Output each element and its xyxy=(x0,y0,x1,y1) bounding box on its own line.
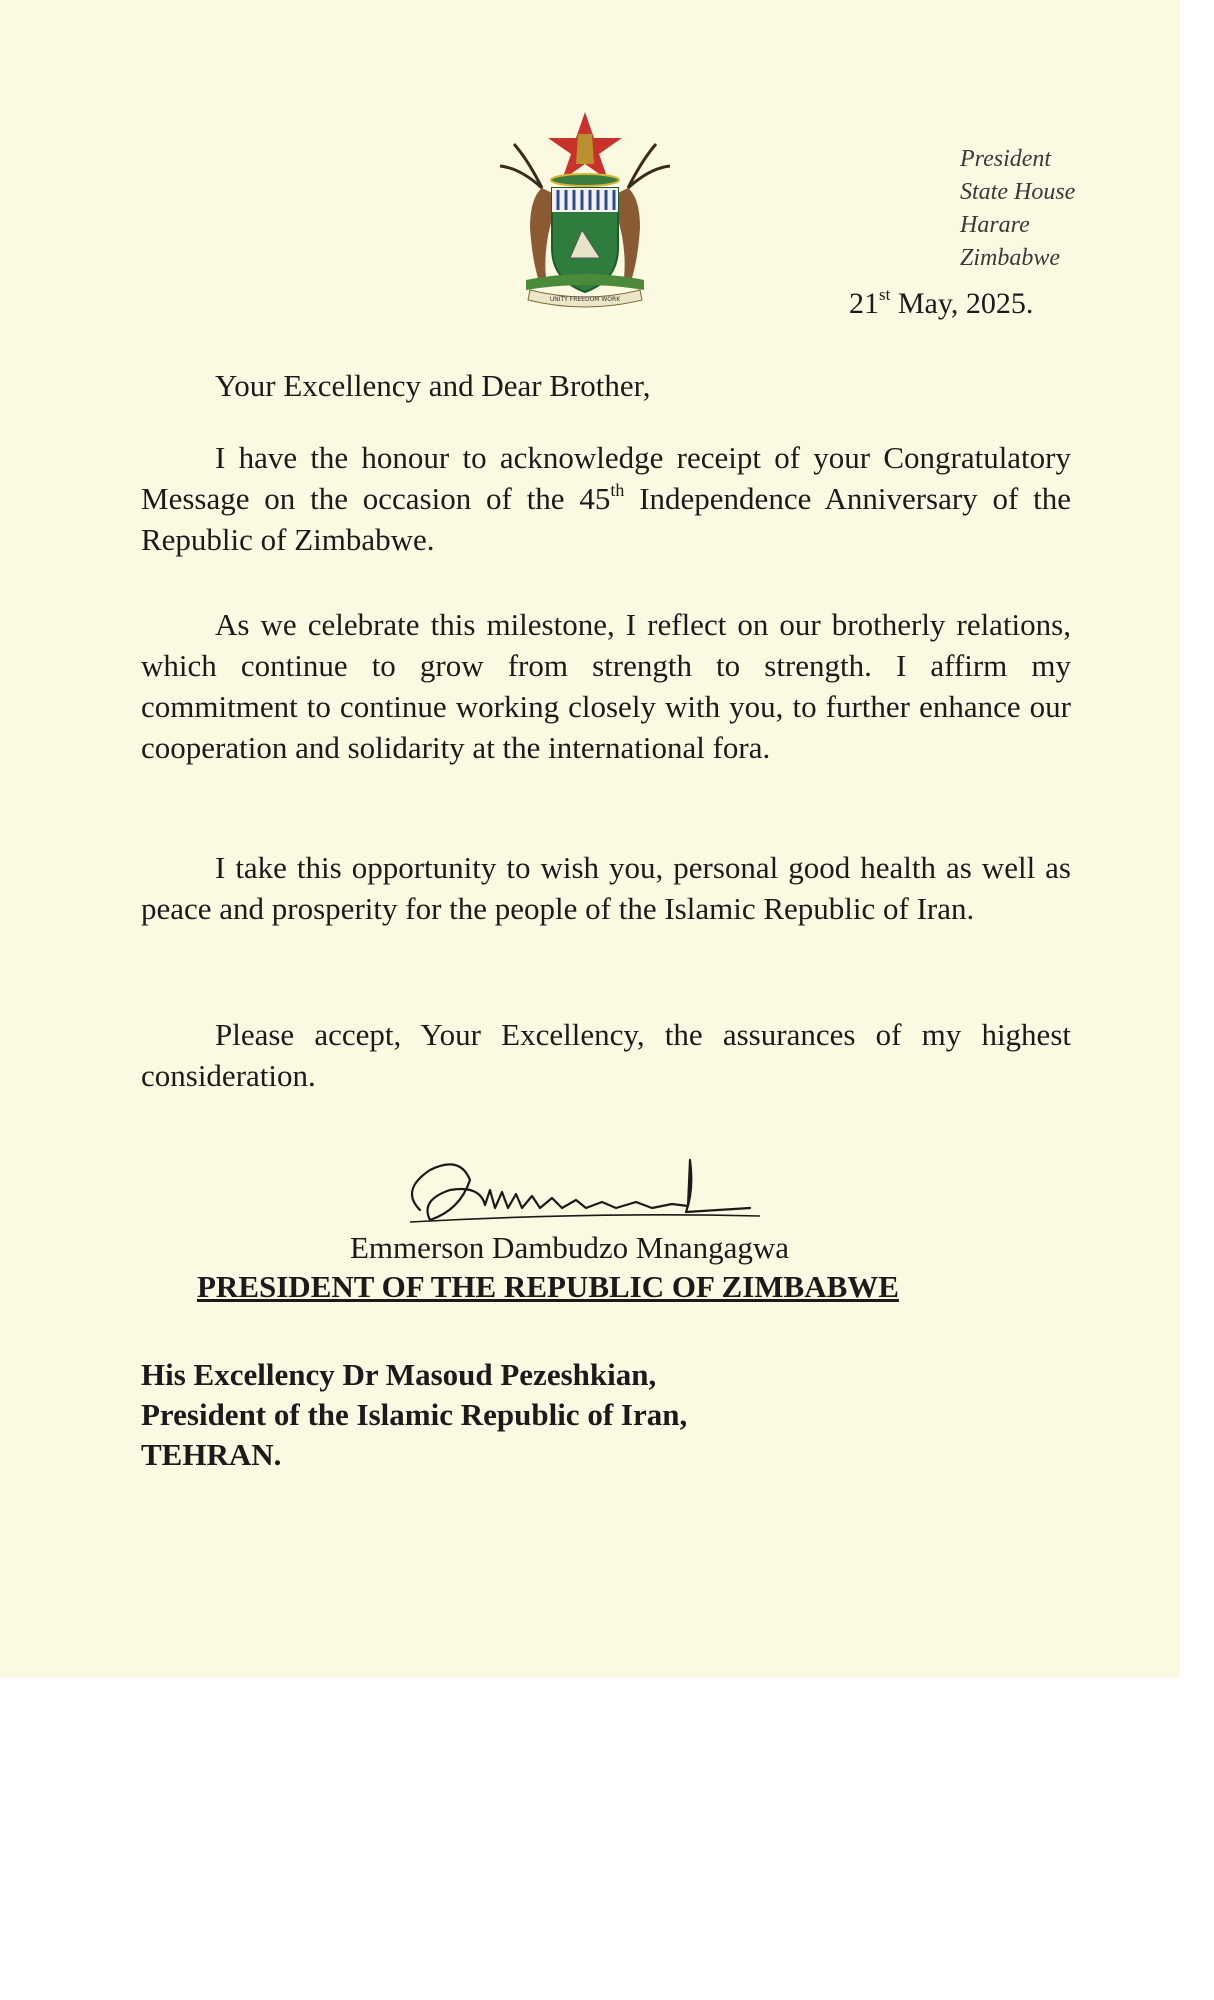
recipient-line: TEHRAN. xyxy=(141,1437,282,1472)
signer-name: Emmerson Dambudzo Mnangagwa xyxy=(350,1230,790,1265)
address-line: Zimbabwe xyxy=(960,245,1061,271)
zimbabwe-coat-of-arms xyxy=(470,108,700,308)
recipient-address xyxy=(141,1355,687,1475)
sender-address xyxy=(960,143,1075,275)
address-line: President xyxy=(960,146,1052,172)
letter-date: 21st May, 2025. xyxy=(849,285,1034,320)
recipient-line: President of the Islamic Republic of Iran, xyxy=(141,1397,688,1432)
paragraph-acknowledgement: I have the honour to acknowledge receipt of your Congratulatory Message on the occasion of the 45th Independence Anniversary of the Republic of Zimbabwe. xyxy=(141,440,1071,557)
recipient-line: His Excellency Dr Masoud Pezeshkian, xyxy=(141,1357,657,1392)
signer-title: PRESIDENT OF THE REPUBLIC OF ZIMBABWE xyxy=(197,1269,899,1304)
crest-bird xyxy=(576,134,594,164)
address-line: State House xyxy=(960,179,1076,205)
paragraph-relations: As we celebrate this milestone, I reflect on our brotherly relations, which continue to grow from strength to strength. I affirm my commitment to continue working closely with you, to further enhance our cooperation and solidarity at the international fora. xyxy=(141,607,1071,765)
paragraph-closing: Please accept, Your Excellency, the assurances of my highest consideration. xyxy=(141,1017,1071,1093)
salutation: Your Excellency and Dear Brother, xyxy=(215,368,651,403)
paragraph-wishes: I take this opportunity to wish you, personal good health as well as peace and prosperity for the people of the Islamic Republic of Iran. xyxy=(141,850,1071,926)
address-line: Harare xyxy=(960,212,1030,238)
crest-motto: UNITY FREEDOM WORK xyxy=(549,296,621,303)
